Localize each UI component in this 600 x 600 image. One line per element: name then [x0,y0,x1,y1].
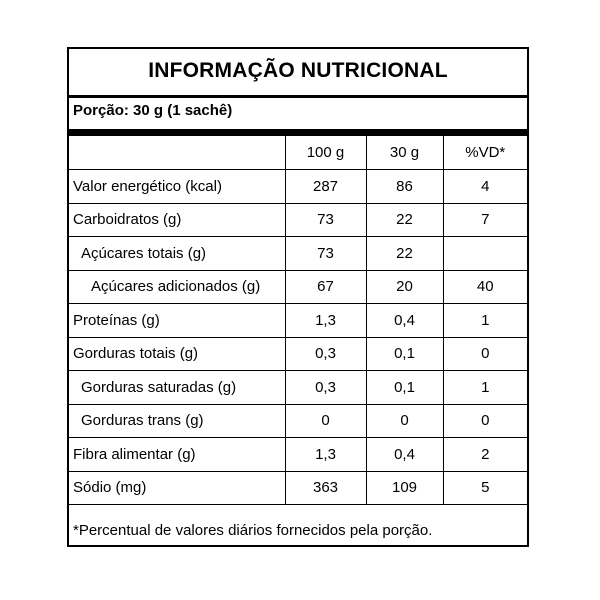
value-100g: 1,3 [285,438,366,472]
value-100g: 73 [285,237,366,271]
value-vd: 0 [443,404,527,438]
table-row [69,404,527,438]
table-row [69,371,527,405]
table-row [69,304,527,338]
nutrition-table [69,136,527,505]
value-vd: 5 [443,471,527,505]
value-30g: 0,4 [366,438,443,472]
value-vd: 0 [443,337,527,371]
value-vd: 2 [443,438,527,472]
nutrient-label: Sódio (mg) [69,471,285,505]
value-vd: 4 [443,170,527,204]
value-30g: 0 [366,404,443,438]
table-row [69,203,527,237]
table-row [69,471,527,505]
nutrient-label: Valor energético (kcal) [69,170,285,204]
footnote: *Percentual de valores diários fornecidos pela porção. [73,522,433,539]
header-blank-cell [69,136,285,170]
value-vd [443,237,527,271]
value-30g: 22 [366,237,443,271]
title-divider [69,95,527,98]
value-30g: 22 [366,203,443,237]
value-100g: 0 [285,404,366,438]
header-100g: 100 g [285,136,366,170]
value-30g: 109 [366,471,443,505]
value-vd: 1 [443,304,527,338]
nutrient-label: Açúcares adicionados (g) [69,270,285,304]
value-100g: 0,3 [285,371,366,405]
nutrient-label: Gorduras trans (g) [69,404,285,438]
value-vd: 1 [443,371,527,405]
label-title: INFORMAÇÃO NUTRICIONAL [148,59,448,82]
table-row [69,270,527,304]
portion-divider [69,129,527,136]
value-100g: 363 [285,471,366,505]
value-30g: 0,4 [366,304,443,338]
value-vd: 7 [443,203,527,237]
nutrient-label: Açúcares totais (g) [69,237,285,271]
header-30g: 30 g [366,136,443,170]
value-vd: 40 [443,270,527,304]
table-row [69,237,527,271]
table-row [69,170,527,204]
header-vd: %VD* [443,136,527,170]
nutrient-label: Proteínas (g) [69,304,285,338]
table-row [69,438,527,472]
nutrient-label: Gorduras totais (g) [69,337,285,371]
value-30g: 0,1 [366,337,443,371]
value-30g: 86 [366,170,443,204]
value-100g: 73 [285,203,366,237]
nutrition-facts-label [67,47,529,547]
table-header-row [69,136,527,170]
value-30g: 20 [366,270,443,304]
nutrient-label: Carboidratos (g) [69,203,285,237]
value-100g: 0,3 [285,337,366,371]
value-100g: 67 [285,270,366,304]
nutrient-label: Gorduras saturadas (g) [69,371,285,405]
value-30g: 0,1 [366,371,443,405]
value-100g: 287 [285,170,366,204]
value-100g: 1,3 [285,304,366,338]
table-row [69,337,527,371]
nutrient-label: Fibra alimentar (g) [69,438,285,472]
portion-size: Porção: 30 g (1 sachê) [73,102,233,119]
